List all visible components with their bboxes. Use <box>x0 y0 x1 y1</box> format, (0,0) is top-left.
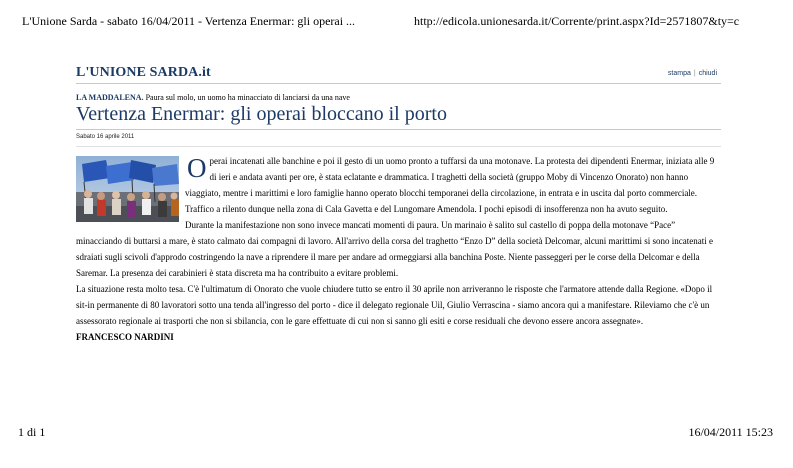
page-tools <box>668 70 717 77</box>
protest-photo-image <box>76 156 179 222</box>
print-link[interactable]: stampa <box>667 70 691 77</box>
article-photo[interactable] <box>76 156 179 222</box>
print-header-url: http://edicola.unionesarda.it/Corrente/print.aspx?Id=2571807&ty=c <box>414 14 740 28</box>
kicker-place: LA MADDALENA. <box>76 93 144 102</box>
article-body <box>76 153 721 345</box>
article-author: FRANCESCO NARDINI <box>76 332 174 342</box>
article-headline: Vertenza Enermar: gli operai bloccano il porto <box>76 103 721 130</box>
kicker-text: Paura sul molo, un uomo ha minacciato di lanciarsi da una nave <box>143 93 350 102</box>
masthead <box>76 62 721 84</box>
close-link[interactable]: chiudi <box>698 70 717 77</box>
article-paragraph-2: Durante la manifestazione non sono invece mancati momenti di paura. Un marinaio è salito sul castello di poppa della motonave “Pace” minacciando di buttarsi a mare, è stato calmato dai compagni di lavoro. All'arrivo della corsa del traghetto “Enzo D” della società Delcomar, alcuni marittimi si sono incatenati e sdraiati sugli scivoli d'approdo costringendo la nave a riprendere il mare per andare ad ormeggiarsi alla banchina Poste. Niente passeggeri per le corse della Delcomar e della Saremar. La presenza dei carabinieri è stata discreta ma ha contribuito a evitare problemi. <box>76 220 714 278</box>
article-page <box>76 62 721 345</box>
print-datetime: 16/04/2011 15:23 <box>688 425 773 439</box>
article-paragraph-1: perai incatenati alle banchine e poi il gesto di un uomo pronto a tuffarsi da una motonave. La protesta dei dipendenti Enermar, iniziata alle 9 di ieri e andata avanti per ore, è stata eclatante e drammatica. I traghetti della società (gruppo Moby di Vincenzo Onorato) non hanno viaggiato, mentre i marittimi e loro famiglie hanno operato blocchi temporanei della circolazione, in entrata e in uscita dal porto commerciale. Traffico a rilento dunque nella zona di Cala Gavetta e del Lungomare Amendola. I pochi episodi di insofferenza non ha avuto seguito. <box>185 156 715 214</box>
tools-separator: | <box>693 70 696 77</box>
article-paragraph-3: La situazione resta molto tesa. C'è l'ultimatum di Onorato che vuole chiudere tutto se entro il 30 aprile non arriveranno le risposte che l'armatore attende dalla Regione. «Dopo il sit-in permanente di 80 lavoratori sotto una tenda all'ingresso del porto - dice il delegato regionale Uil, Giulio Verrascina - siamo ancora qui a manifestare. Rileviamo che c'è un assessorato regionale ai trasporti che non si sbilancia, con le gare effettuate di cui non si sanno gli esiti e corse residuali che devono essere ancora assegnate». <box>76 284 713 326</box>
newspaper-logo: L'UNIONE SARDA.it <box>76 65 211 80</box>
drop-cap: O <box>187 153 207 183</box>
article-date: Sabato 16 aprile 2011 <box>76 134 721 147</box>
page-counter: 1 di 1 <box>18 425 46 439</box>
print-header-title: L'Unione Sarda - sabato 16/04/2011 - Vertenza Enermar: gli operai ... <box>22 14 356 28</box>
print-header <box>22 14 785 30</box>
article-kicker <box>76 93 721 103</box>
print-footer <box>18 425 773 441</box>
